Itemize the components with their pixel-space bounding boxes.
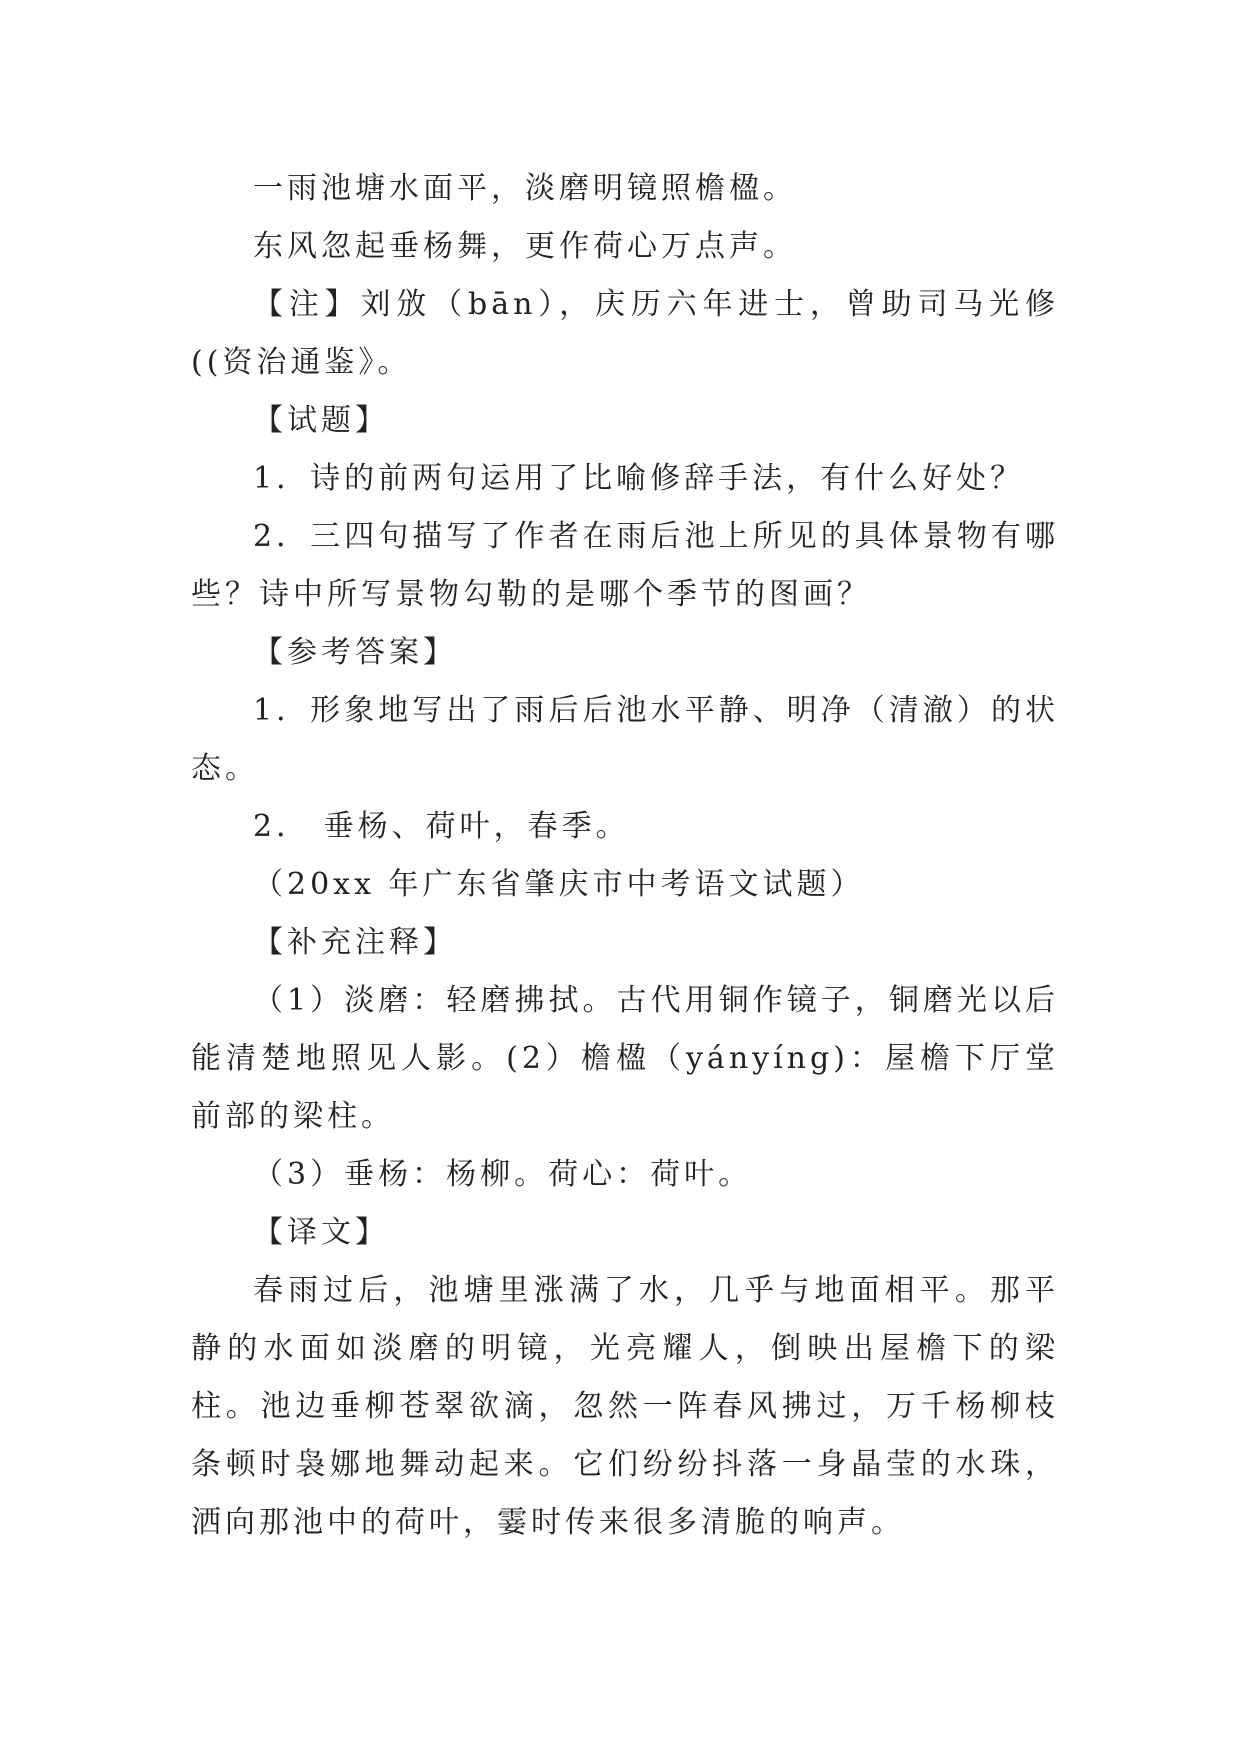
section-heading-translation: 【译文】 (253, 1215, 389, 1250)
note-3: （3）垂杨：杨柳。荷心：荷叶。 (253, 1157, 753, 1192)
answer-1: 1．形象地写出了雨后后池水平静、明净（清澈）的状态。 (191, 693, 1059, 786)
question-1: 1．诗的前两句运用了比喻修辞手法，有什么好处？ (253, 461, 1025, 496)
translation-text: 春雨过后，池塘里涨满了水，几乎与地面相平。那平静的水面如淡磨的明镜，光亮耀人，倒映出屋檐下的梁柱。池边垂柳苍翠欲滴，忽然一阵春风拂过，万千杨柳枝条顿时袅娜地舞动起来。它们纷纷抖落一身晶莹的水珠，洒向那池中的荷叶，霎时传来很多清脆的响声。 (191, 1273, 1059, 1540)
poem-line-2: 东风忽起垂杨舞，更作荷心万点声。 (253, 229, 797, 264)
document-body (191, 160, 1059, 1552)
answer-2: 2． 垂杨、荷叶，春季。 (253, 809, 630, 844)
source-citation: （20xx 年广东省肇庆市中考语文试题） (253, 867, 865, 902)
poem-line-1: 一雨池塘水面平，淡磨明镜照檐楹。 (253, 171, 797, 206)
question-2: 2．三四句描写了作者在雨后池上所见的具体景物有哪些？诗中所写景物勾勒的是哪个季节的图画？ (191, 519, 1059, 612)
section-heading-notes: 【补充注释】 (253, 925, 457, 960)
section-heading-questions: 【试题】 (253, 403, 389, 438)
note-1-2: （1）淡磨：轻磨拂拭。古代用铜作镜子，铜磨光以后能清楚地照见人影。(2）檐楹（yányíng)：屋檐下厅堂前部的梁柱。 (191, 983, 1059, 1134)
section-heading-answers: 【参考答案】 (253, 635, 457, 670)
author-note: 【注】刘攽（bān），庆历六年进士，曾助司马光修((资治通鉴》。 (191, 287, 1059, 380)
